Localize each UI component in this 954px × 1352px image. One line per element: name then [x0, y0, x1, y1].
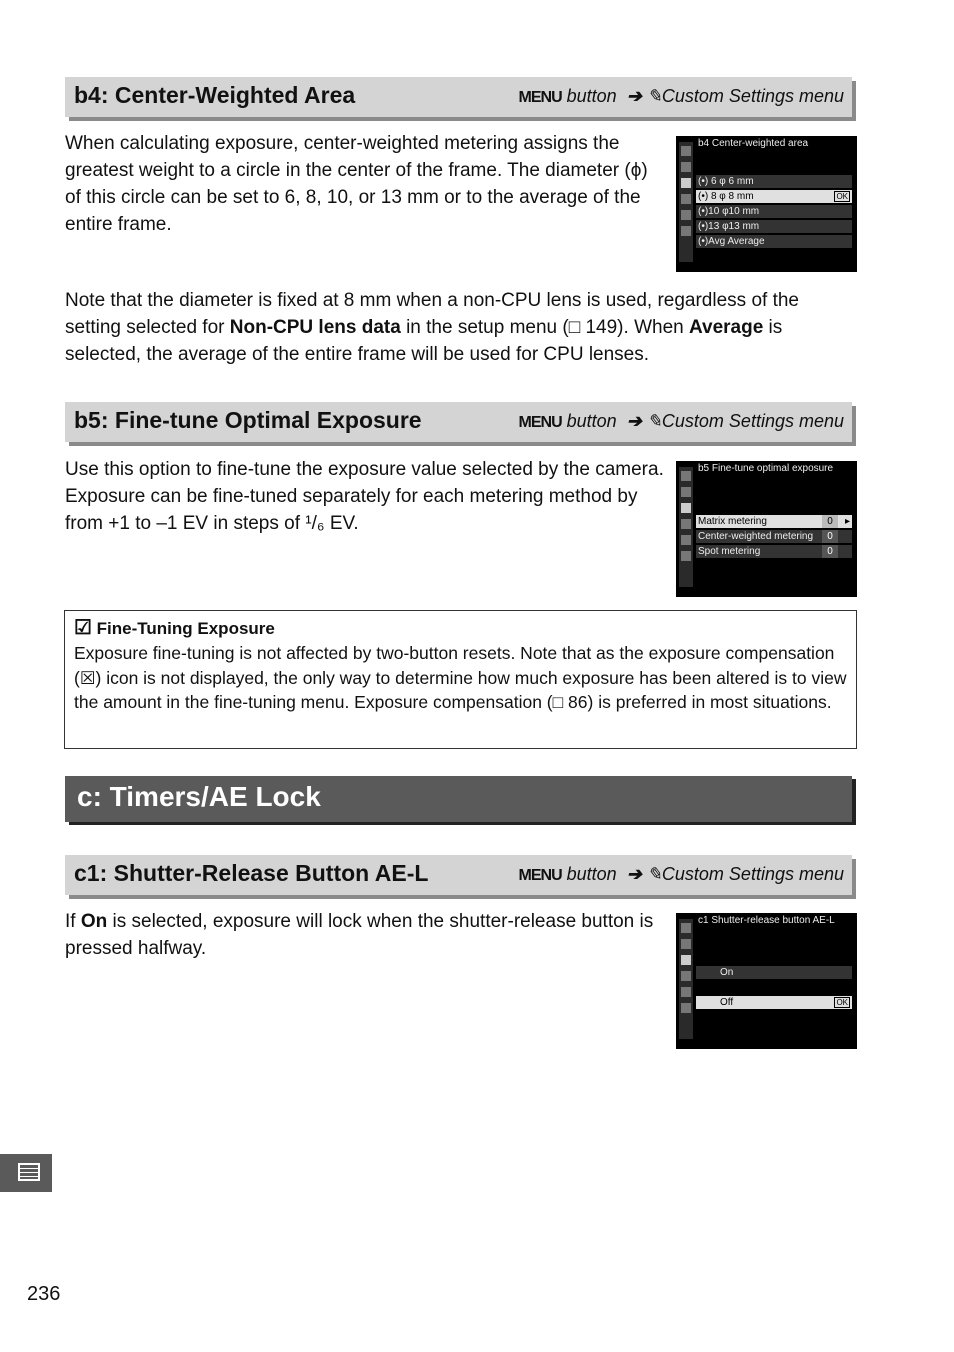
option-on: On: [696, 966, 852, 979]
menu-path: MENU button ➔ ✎Custom Settings menu: [518, 864, 844, 884]
screen-title: b4 Center-weighted area: [698, 138, 809, 149]
b4-note: Note that the diameter is fixed at 8 mm when a non-CPU lens is used, regardless of the setting selected for Non-CPU lens data in the setup menu (□ 149). When Average is selected, the average of the entire frame will be used for CPU lenses.: [65, 290, 799, 365]
option-matrix: Matrix metering 0 ▸: [698, 516, 850, 527]
option-13mm: (•)13 φ13 mm: [696, 220, 852, 233]
b4-description: When calculating exposure, center-weighted metering assigns the greatest weight to a circle in the center of the frame. The diameter (ϕ) of this circle can be set to 6, 8, 10, or 13 mm or to the average of the entire frame.: [65, 133, 648, 235]
arrow-icon: ➔: [626, 86, 642, 106]
section-header-c1: [65, 855, 852, 895]
menu-tabs-icon: [679, 467, 693, 587]
menu-tabs-icon: [679, 142, 693, 262]
arrow-right-icon: ▸: [844, 516, 850, 527]
b5-description: Use this option to fine-tune the exposure value selected by the camera. Exposure can be fine-tuned separately for each metering method by from +1 to –1 EV in steps of ¹/₆ EV.: [65, 459, 664, 534]
section-title: c1: Shutter-Release Button AE-L: [74, 860, 429, 886]
section-header-b5: [65, 402, 852, 442]
menu-path: MENU button ➔ ✎Custom Settings menu: [518, 86, 844, 106]
section-title: b4: Center-Weighted Area: [74, 82, 356, 108]
menu-tabs-icon: [679, 919, 693, 1039]
section-title: b5: Fine-tune Optimal Exposure: [74, 407, 422, 433]
camera-screen-c1: [676, 913, 857, 1049]
note-body: Exposure fine-tuning is not affected by two-button resets. Note that as the exposure compensation (☒) icon is not displayed, the only way to determine how much exposure has been altered is to view the amount in the fine-tuning menu. Exposure compensation (□ 86) is preferred in most situations.: [74, 643, 847, 712]
note-box: [64, 610, 857, 749]
pencil-icon: ✎: [646, 864, 662, 884]
checkmark-icon: ☑: [74, 617, 92, 639]
c1-description: If On is selected, exposure will lock when the shutter-release button is pressed halfway.: [65, 911, 654, 959]
arrow-icon: ➔: [626, 411, 642, 431]
pencil-icon: ✎: [646, 86, 662, 106]
screen-title: c1 Shutter-release button AE-L: [698, 915, 835, 926]
page-number: 236: [27, 1283, 61, 1305]
camera-screen-b4: [676, 136, 857, 272]
chapter-tab-icon: [0, 1154, 52, 1192]
option-off: Off OK: [696, 996, 852, 1009]
option-6mm: (•) 6 φ 6 mm: [696, 175, 852, 188]
camera-screen-b5: [676, 461, 857, 597]
option-average: (•)Avg Average: [696, 235, 852, 248]
note-title: Fine-Tuning Exposure: [96, 619, 275, 638]
option-8mm: (•) 8 φ 8 mm OK: [696, 190, 852, 203]
option-center-weighted: Center-weighted metering 0: [696, 530, 852, 543]
arrow-icon: ➔: [626, 864, 642, 884]
pencil-icon: ✎: [646, 411, 662, 431]
section-header-b4: [65, 77, 852, 117]
chapter-header: c: Timers/AE Lock: [65, 776, 852, 822]
screen-title: b5 Fine-tune optimal exposure: [698, 463, 834, 474]
menu-path: MENU button ➔ ✎Custom Settings menu: [518, 411, 844, 431]
option-spot: Spot metering 0: [696, 545, 852, 558]
option-10mm: (•)10 φ10 mm: [696, 205, 852, 218]
